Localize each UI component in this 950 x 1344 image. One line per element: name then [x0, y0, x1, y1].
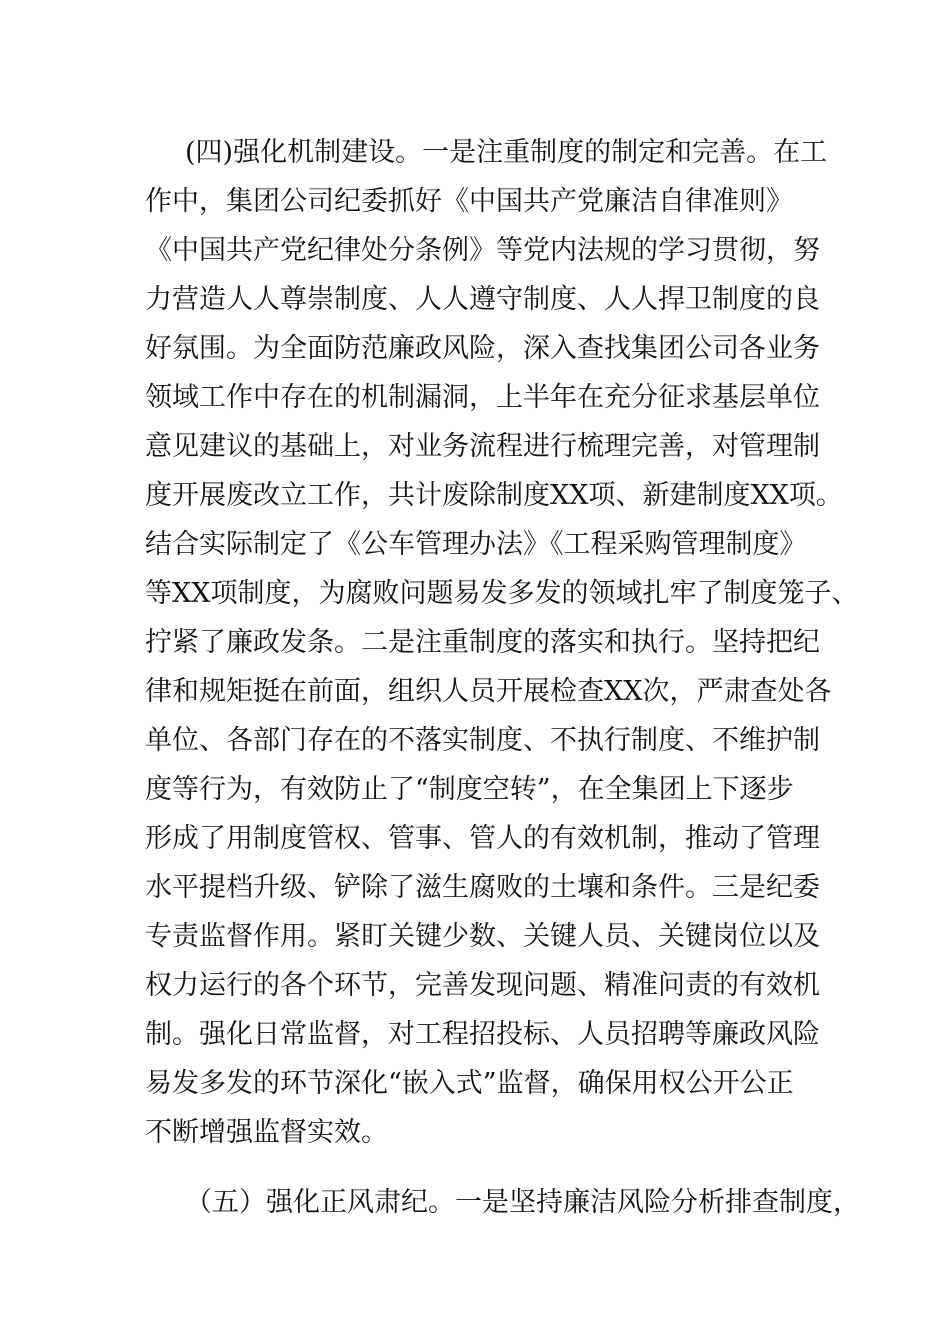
text-line: 领域工作中存在的机制漏洞，上半年在充分征求基层单位 [145, 382, 820, 413]
text-line: 形成了用制度管权、管事、管人的有效机制，推动了管理 [145, 823, 820, 854]
text-line: 不断增强监督实效。 [145, 1117, 388, 1148]
document-body [145, 128, 860, 1227]
text-line: 度开展废改立工作，共计废除制度XX项、新建制度XX项。 [145, 480, 843, 511]
paragraph-1 [145, 128, 859, 1157]
text-line: 单位、各部门存在的不落实制度、不执行制度、不维护制 [145, 725, 820, 756]
paragraph-gap [145, 1157, 835, 1178]
text-line: 力营造人人尊崇制度、人人遵守制度、人人捍卫制度的良 [145, 284, 820, 315]
text-line: 拧紧了廉政发条。二是注重制度的落实和执行。坚持把纪 [145, 627, 820, 658]
text-line: 权力运行的各个环节，完善发现问题、精准问责的有效机 [145, 970, 820, 1001]
text-line: 意见建议的基础上，对业务流程进行梳理完善，对管理制 [145, 431, 820, 462]
text-line: 律和规矩挺在前面，组织人员开展检查XX次，严肃查处各 [145, 676, 832, 707]
text-line: 制。强化日常监督，对工程招投标、人员招聘等廉政风险 [145, 1019, 820, 1050]
text-line: 好氛围。为全面防范廉政风险，深入查找集团公司各业务 [145, 333, 820, 364]
text-line: 水平提档升级、铲除了滋生腐败的土壤和条件。三是纪委 [145, 872, 820, 903]
text-line: 《中国共产党纪律处分条例》等党内法规的学习贯彻，努 [145, 235, 820, 266]
text-line: 专责监督作用。紧盯关键少数、关键人员、关键岗位以及 [145, 921, 820, 952]
text-line: 等XX项制度，为腐败问题易发多发的领域扎牢了制度笼子、 [145, 578, 859, 609]
text-line: 度等行为，有效防止了“制度空转”，在全集团上下逐步 [145, 774, 794, 805]
text-line: 易发多发的环节深化“嵌入式”监督，确保用权公开公正 [145, 1068, 794, 1099]
text-line: 结合实际制定了《公车管理办法》《工程采购管理制度》 [145, 529, 807, 560]
text-line: (四)强化机制建设。一是注重制度的制定和完善。在工 [185, 137, 828, 168]
text-line: （五）强化正风肃纪。一是坚持廉洁风险分析排查制度， [185, 1187, 860, 1218]
text-line: 作中，集团公司纪委抓好《中国共产党廉洁自律准则》 [145, 186, 793, 217]
paragraph-2 [145, 1178, 860, 1227]
